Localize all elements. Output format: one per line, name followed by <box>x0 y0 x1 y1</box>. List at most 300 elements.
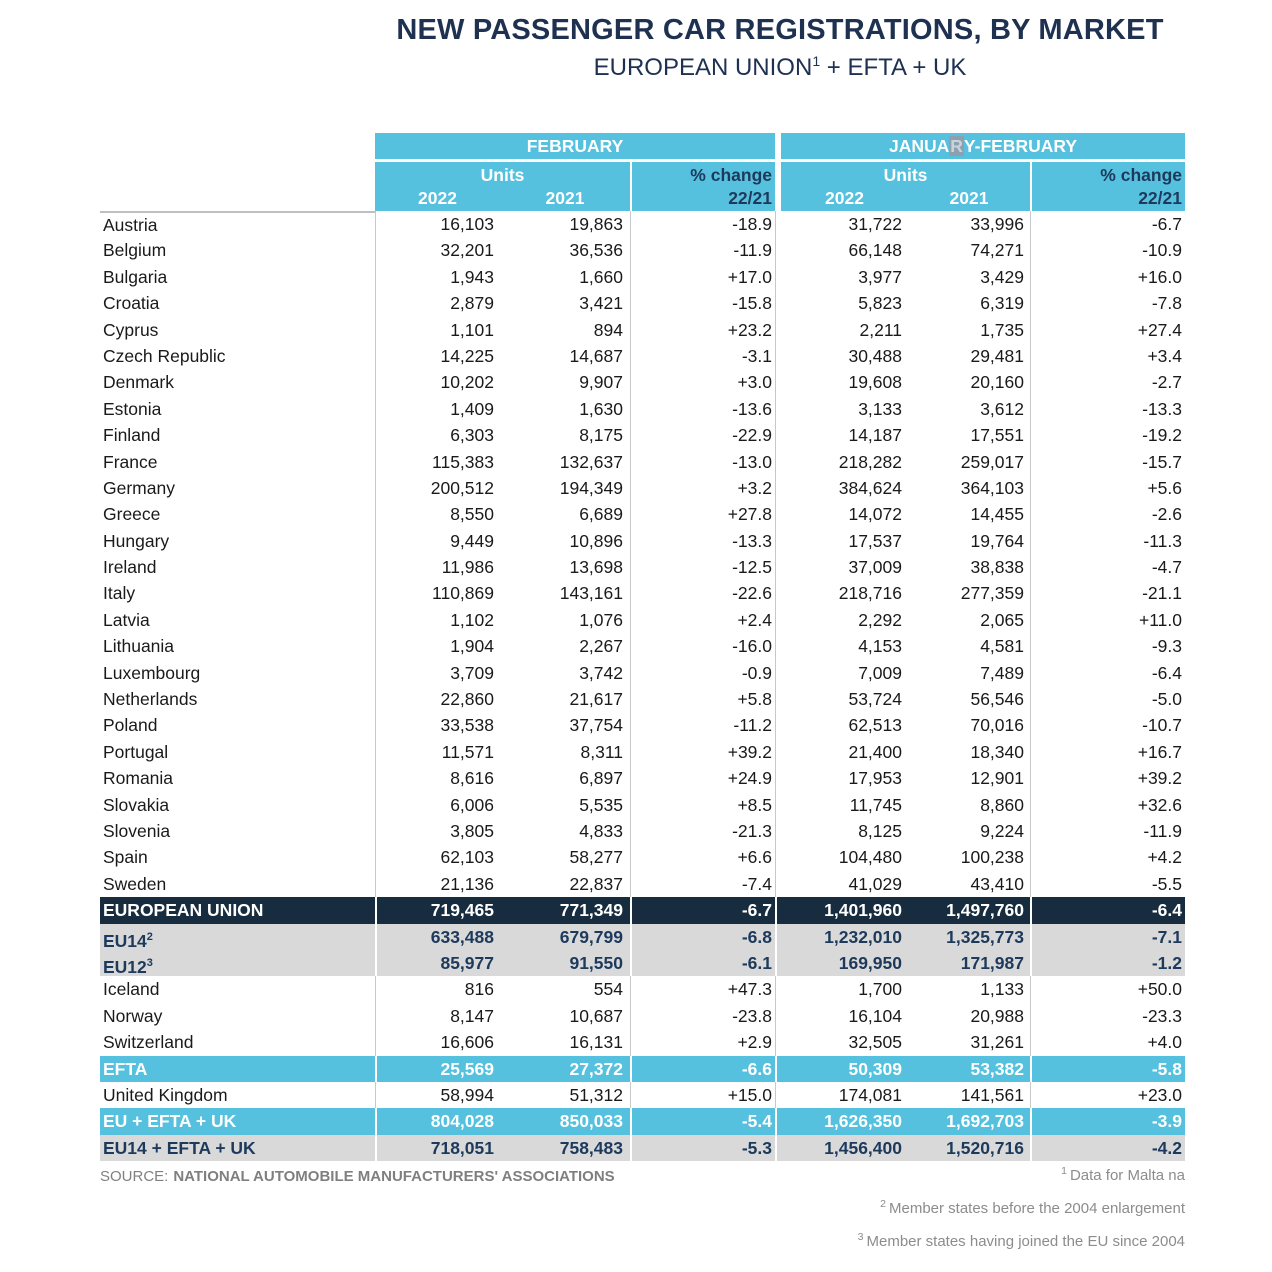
cell-janfeb-2021: 19,764 <box>970 530 1024 551</box>
cell-feb-2021: 2,267 <box>579 636 623 657</box>
cell-janfeb-change: +16.0 <box>1030 264 1185 290</box>
cell-janfeb-2022: 1,401,960 <box>824 900 902 921</box>
cell-feb-2021: 4,833 <box>579 820 623 841</box>
cell-feb-change: +39.2 <box>630 739 775 765</box>
row-label-text: Sweden <box>103 873 167 894</box>
cell-janfeb-2021: 31,261 <box>970 1032 1024 1053</box>
cell-feb-2021: 850,033 <box>559 1111 623 1132</box>
cell-janfeb-2022: 41,029 <box>848 873 902 894</box>
cell-feb-2022: 2,879 <box>375 290 500 316</box>
row-label-text: Croatia <box>103 293 160 314</box>
cell-feb-2021: 679,799 <box>559 926 623 947</box>
cell-janfeb-2021: 141,561 <box>960 1084 1024 1105</box>
table-row <box>100 792 1185 818</box>
cell-feb-2022: 1,101 <box>375 317 500 343</box>
row-label <box>100 660 375 686</box>
cell-janfeb-change: -5.8 <box>1030 1056 1185 1082</box>
row-label <box>100 871 375 897</box>
row-label <box>100 554 375 580</box>
table-row <box>100 475 1185 501</box>
cell-janfeb-2021: 17,551 <box>970 425 1024 446</box>
cell-feb-change: -7.4 <box>630 871 775 897</box>
row-label-text: Iceland <box>103 979 160 1000</box>
row-label-text: Cyprus <box>103 319 159 340</box>
cell-janfeb-2022: 17,537 <box>848 530 902 551</box>
cell-janfeb-change: -5.5 <box>1030 871 1185 897</box>
cell-janfeb-2021: 1,692,703 <box>946 1111 1024 1132</box>
janfeb-pct-change-header: % change <box>1030 162 1185 188</box>
cell-janfeb-2022: 3,977 <box>858 266 902 287</box>
cell-janfeb-2021: 18,340 <box>970 741 1024 762</box>
row-label-text: Hungary <box>103 530 170 551</box>
row-label <box>100 317 375 343</box>
row-label <box>100 633 375 659</box>
page-subtitle <box>375 53 1185 82</box>
cell-feb-2021: 10,896 <box>569 530 623 551</box>
cell-feb-2022: 6,303 <box>375 422 500 448</box>
column-group-february: FEBRUARY <box>375 133 775 159</box>
cell-janfeb-change: -6.7 <box>1030 211 1185 237</box>
table-row <box>100 924 1185 950</box>
cell-feb-2021: 19,863 <box>569 214 623 234</box>
column-group-january-february <box>781 133 1185 159</box>
table-row <box>100 686 1185 712</box>
cell-janfeb-change: -5.0 <box>1030 686 1185 712</box>
cell-feb-change: -21.3 <box>630 818 775 844</box>
row-label <box>100 290 375 316</box>
cell-feb-2021: 22,837 <box>569 873 623 894</box>
row-label-text: EFTA <box>103 1058 148 1079</box>
table-row <box>100 1056 1185 1082</box>
cell-feb-2021: 758,483 <box>559 1137 623 1158</box>
cell-janfeb-2021: 4,581 <box>980 636 1024 657</box>
footnote-2-text: Member states before the 2004 enlargement <box>888 1200 1185 1217</box>
cell-feb-2022: 8,616 <box>375 765 500 791</box>
row-label-text: Finland <box>103 425 161 446</box>
footnote-3 <box>858 1223 1185 1256</box>
cell-feb-2022: 85,977 <box>375 950 500 976</box>
table-row <box>100 1108 1185 1134</box>
table-row <box>100 765 1185 791</box>
table-row <box>100 343 1185 369</box>
cell-feb-change: -13.0 <box>630 449 775 475</box>
footnote-1-text: Data for Malta na <box>1069 1167 1185 1184</box>
cell-janfeb-change: -4.2 <box>1030 1135 1185 1161</box>
cell-janfeb-change: +23.0 <box>1030 1082 1185 1108</box>
table-row <box>100 633 1185 659</box>
feb-units-header: Units <box>375 162 630 188</box>
cell-feb-2021: 14,687 <box>569 345 623 366</box>
cell-feb-2021: 3,421 <box>579 293 623 314</box>
cell-janfeb-2021: 9,224 <box>980 820 1024 841</box>
cell-janfeb-2022: 50,309 <box>848 1058 902 1079</box>
row-label <box>100 528 375 554</box>
table-row <box>100 528 1185 554</box>
row-label <box>100 237 375 263</box>
cell-janfeb-2022: 3,133 <box>858 398 902 419</box>
page-title: NEW PASSENGER CAR REGISTRATIONS, BY MARKET <box>396 14 1164 46</box>
cell-janfeb-2021: 1,325,773 <box>946 926 1024 947</box>
table-row <box>100 976 1185 1002</box>
cell-janfeb-2021: 364,103 <box>960 477 1024 498</box>
cell-janfeb-2021: 3,429 <box>980 266 1024 287</box>
cell-feb-2022: 3,709 <box>375 660 500 686</box>
cell-janfeb-change: -10.7 <box>1030 712 1185 738</box>
cell-feb-2022: 115,383 <box>375 449 500 475</box>
cell-feb-change: -5.3 <box>630 1135 775 1161</box>
table-row <box>100 237 1185 263</box>
footnote-3-text: Member states having joined the EU since 2004 <box>866 1233 1185 1250</box>
table-row <box>100 449 1185 475</box>
row-label-text: EU12 <box>103 956 147 977</box>
cell-feb-2021: 16,131 <box>569 1032 623 1053</box>
row-label <box>100 211 375 237</box>
cell-feb-2022: 816 <box>375 976 500 1002</box>
cell-feb-change: -6.1 <box>630 950 775 976</box>
cell-janfeb-2022: 4,153 <box>858 636 902 657</box>
subtitle-text: EUROPEAN UNION <box>593 54 813 81</box>
cell-feb-2021: 36,536 <box>569 240 623 261</box>
cell-janfeb-2021: 1,133 <box>980 979 1024 1000</box>
source-prefix: SOURCE: <box>100 1168 169 1185</box>
cell-janfeb-change: +3.4 <box>1030 343 1185 369</box>
table-row <box>100 871 1185 897</box>
cell-feb-2021: 37,754 <box>569 715 623 736</box>
cell-feb-2022: 804,028 <box>375 1108 500 1134</box>
cell-feb-2022: 8,550 <box>375 501 500 527</box>
row-label <box>100 765 375 791</box>
cell-janfeb-change: -23.3 <box>1030 1003 1185 1029</box>
cell-janfeb-change: +4.0 <box>1030 1029 1185 1055</box>
row-label-text: Lithuania <box>103 636 175 657</box>
row-label-text: Romania <box>103 768 174 789</box>
row-label <box>100 976 375 1002</box>
row-label-text: France <box>103 451 158 472</box>
feb-2021-header: 2021 <box>500 188 630 211</box>
cell-feb-2021: 554 <box>593 979 623 1000</box>
cell-janfeb-2022: 19,608 <box>848 372 902 393</box>
cell-janfeb-change: +27.4 <box>1030 317 1185 343</box>
cell-feb-change: +17.0 <box>630 264 775 290</box>
table-row <box>100 554 1185 580</box>
table-row <box>100 369 1185 395</box>
cell-feb-change: -23.8 <box>630 1003 775 1029</box>
row-label-text: Norway <box>103 1005 163 1026</box>
cell-janfeb-2021: 8,860 <box>980 794 1024 815</box>
row-label-text: Portugal <box>103 741 169 762</box>
source-text: NATIONAL AUTOMOBILE MANUFACTURERS' ASSOCIATIONS <box>173 1168 615 1185</box>
cell-janfeb-2022: 32,505 <box>848 1032 902 1053</box>
footnote-1-marker: 1 <box>1061 1165 1067 1177</box>
row-label-text: Spain <box>103 847 148 868</box>
cell-feb-2021: 8,311 <box>580 741 623 762</box>
row-label <box>100 1135 375 1161</box>
row-label-text: Netherlands <box>103 689 198 710</box>
cell-feb-2022: 58,994 <box>375 1082 500 1108</box>
cell-janfeb-2021: 3,612 <box>980 398 1024 419</box>
footnote-2-marker: 2 <box>880 1198 886 1210</box>
table-row <box>100 712 1185 738</box>
cell-janfeb-change: -7.1 <box>1030 924 1185 950</box>
table-row <box>100 290 1185 316</box>
janfeb-post: Y-FEBRUARY <box>963 136 1078 156</box>
table-row <box>100 818 1185 844</box>
cell-feb-change: +24.9 <box>630 765 775 791</box>
cell-janfeb-2022: 14,187 <box>848 425 902 446</box>
cell-feb-2021: 27,372 <box>569 1058 623 1079</box>
cell-feb-change: -12.5 <box>630 554 775 580</box>
footnote-3-marker: 3 <box>857 1231 864 1243</box>
cell-janfeb-2022: 66,148 <box>848 240 902 261</box>
row-label <box>100 924 375 950</box>
cell-feb-2022: 200,512 <box>375 475 500 501</box>
cell-janfeb-2021: 14,455 <box>970 504 1024 525</box>
cell-janfeb-change: -15.7 <box>1030 449 1185 475</box>
table-header-columns <box>100 162 1185 211</box>
janfeb-units-header: Units <box>781 162 1030 188</box>
row-label-text: EU14 <box>103 930 147 950</box>
cell-feb-change: -13.6 <box>630 396 775 422</box>
table-row <box>100 317 1185 343</box>
cell-janfeb-2021: 100,238 <box>960 847 1024 868</box>
table-row <box>100 501 1185 527</box>
cell-feb-2022: 110,869 <box>375 580 500 606</box>
cell-janfeb-2022: 1,626,350 <box>824 1111 902 1132</box>
cell-feb-change: -18.9 <box>630 211 775 237</box>
cell-janfeb-2021: 6,319 <box>980 293 1024 314</box>
janfeb-pre: JANUA <box>888 136 950 156</box>
cell-feb-change: +27.8 <box>630 501 775 527</box>
row-label <box>100 369 375 395</box>
cell-feb-change: -3.1 <box>630 343 775 369</box>
cell-janfeb-2021: 20,988 <box>970 1005 1024 1026</box>
cell-janfeb-2021: 43,410 <box>970 873 1024 894</box>
cell-janfeb-2021: 7,489 <box>980 662 1024 683</box>
cell-feb-2022: 633,488 <box>375 924 500 950</box>
janfeb-2022-header: 2022 <box>781 188 908 211</box>
cell-feb-change: +3.0 <box>630 369 775 395</box>
row-label <box>100 818 375 844</box>
cell-feb-change: +23.2 <box>630 317 775 343</box>
table-row <box>100 396 1185 422</box>
cell-feb-2022: 33,538 <box>375 712 500 738</box>
row-label-text: EU14 + EFTA + UK <box>103 1137 256 1158</box>
cell-feb-2022: 16,606 <box>375 1029 500 1055</box>
row-label-text: Denmark <box>103 372 174 393</box>
cell-feb-2021: 1,630 <box>579 398 623 419</box>
cell-feb-2021: 51,312 <box>569 1084 623 1105</box>
footnote-1 <box>858 1157 1185 1190</box>
cell-feb-change: -11.2 <box>630 712 775 738</box>
row-label <box>100 792 375 818</box>
cell-feb-change: -15.8 <box>630 290 775 316</box>
row-label-text: Poland <box>103 715 158 736</box>
row-label <box>100 739 375 765</box>
row-label <box>100 264 375 290</box>
cell-janfeb-change: +16.7 <box>1030 739 1185 765</box>
cell-feb-2022: 719,465 <box>375 897 500 923</box>
table-row <box>100 1003 1185 1029</box>
cell-janfeb-2022: 1,700 <box>858 979 902 1000</box>
cell-janfeb-change: -2.6 <box>1030 501 1185 527</box>
cell-janfeb-2022: 37,009 <box>848 557 902 578</box>
cell-feb-change: +15.0 <box>630 1082 775 1108</box>
cell-feb-change: +6.6 <box>630 844 775 870</box>
cell-janfeb-change: -2.7 <box>1030 369 1185 395</box>
cell-feb-change: -11.9 <box>630 237 775 263</box>
cell-feb-2022: 16,103 <box>375 211 500 237</box>
cell-janfeb-2021: 70,016 <box>970 715 1024 736</box>
cell-feb-2022: 9,449 <box>375 528 500 554</box>
table-header-groups <box>100 133 1185 159</box>
cell-janfeb-2021: 2,065 <box>980 609 1024 630</box>
cell-feb-2022: 1,943 <box>375 264 500 290</box>
row-label-text: United Kingdom <box>103 1084 228 1105</box>
cell-feb-2022: 62,103 <box>375 844 500 870</box>
cell-janfeb-change: -13.3 <box>1030 396 1185 422</box>
cell-feb-change: +5.8 <box>630 686 775 712</box>
row-label <box>100 422 375 448</box>
cell-feb-change: -5.4 <box>630 1108 775 1134</box>
subtitle-rest: + EFTA + UK <box>820 54 967 81</box>
cell-janfeb-2022: 7,009 <box>858 662 902 683</box>
cell-janfeb-change: +5.6 <box>1030 475 1185 501</box>
row-label-text: Estonia <box>103 398 162 419</box>
cell-feb-change: -6.7 <box>630 897 775 923</box>
cell-feb-change: -13.3 <box>630 528 775 554</box>
row-label-text: Italy <box>103 583 136 604</box>
janfeb-2021-header: 2021 <box>908 188 1030 211</box>
cell-janfeb-change: -19.2 <box>1030 422 1185 448</box>
cell-janfeb-change: +4.2 <box>1030 844 1185 870</box>
row-label <box>100 580 375 606</box>
row-label <box>100 343 375 369</box>
cell-feb-2021: 194,349 <box>559 477 623 498</box>
row-label <box>100 501 375 527</box>
cell-janfeb-change: -3.9 <box>1030 1108 1185 1134</box>
cell-feb-2021: 1,660 <box>579 266 623 287</box>
table-row <box>100 1082 1185 1108</box>
cell-feb-2021: 6,897 <box>579 768 623 789</box>
cell-janfeb-change: -21.1 <box>1030 580 1185 606</box>
row-label <box>100 712 375 738</box>
table-row <box>100 607 1185 633</box>
report-header <box>375 14 1185 82</box>
cell-feb-2021: 5,535 <box>579 794 623 815</box>
cell-janfeb-2021: 29,481 <box>970 345 1024 366</box>
cell-janfeb-2022: 2,292 <box>858 609 902 630</box>
cell-janfeb-2021: 33,996 <box>970 214 1024 234</box>
cell-feb-2022: 22,860 <box>375 686 500 712</box>
cell-janfeb-change: +39.2 <box>1030 765 1185 791</box>
table-row <box>100 580 1185 606</box>
cell-janfeb-2022: 17,953 <box>848 768 902 789</box>
row-label <box>100 1029 375 1055</box>
cell-janfeb-change: -6.4 <box>1030 660 1185 686</box>
table-row <box>100 422 1185 448</box>
cell-feb-2022: 11,571 <box>375 739 500 765</box>
row-label-text: Germany <box>103 477 175 498</box>
cell-feb-change: +2.4 <box>630 607 775 633</box>
cell-janfeb-change: +11.0 <box>1030 607 1185 633</box>
cell-janfeb-2022: 2,211 <box>859 319 902 340</box>
cell-janfeb-change: +32.6 <box>1030 792 1185 818</box>
row-label-footnote-marker: 2 <box>146 930 153 943</box>
cell-janfeb-2022: 169,950 <box>838 952 902 973</box>
cell-feb-2021: 9,907 <box>579 372 623 393</box>
cell-feb-change: +47.3 <box>630 976 775 1002</box>
table-row <box>100 739 1185 765</box>
cell-feb-2021: 132,637 <box>559 451 623 472</box>
cell-janfeb-2022: 218,716 <box>838 583 902 604</box>
row-label <box>100 1056 375 1082</box>
cell-janfeb-2022: 1,232,010 <box>824 926 902 947</box>
cell-janfeb-change: -6.4 <box>1030 897 1185 923</box>
row-label-footnote-marker: 3 <box>146 956 153 969</box>
cell-feb-2021: 8,175 <box>579 425 623 446</box>
cell-janfeb-2022: 62,513 <box>848 715 902 736</box>
row-label-text: EUROPEAN UNION <box>103 900 264 921</box>
cell-janfeb-2021: 1,735 <box>980 319 1024 340</box>
cell-janfeb-2022: 53,724 <box>848 689 902 710</box>
row-label <box>100 1003 375 1029</box>
table-row <box>100 660 1185 686</box>
cell-feb-2021: 1,076 <box>579 609 623 630</box>
cell-feb-2021: 91,550 <box>569 952 623 973</box>
row-label <box>100 950 375 976</box>
cell-janfeb-2022: 16,104 <box>848 1005 902 1026</box>
janfeb-ratio-header: 22/21 <box>1030 188 1185 211</box>
row-label-text: Slovakia <box>103 794 170 815</box>
cell-janfeb-2021: 171,987 <box>960 952 1024 973</box>
row-label-text: Latvia <box>103 609 150 630</box>
cell-feb-change: -0.9 <box>630 660 775 686</box>
footnote-2 <box>858 1190 1185 1223</box>
cell-feb-2021: 143,161 <box>559 583 623 604</box>
cell-janfeb-change: +50.0 <box>1030 976 1185 1002</box>
table-row <box>100 211 1185 237</box>
cell-feb-change: +2.9 <box>630 1029 775 1055</box>
cell-janfeb-2022: 14,072 <box>848 504 902 525</box>
row-label <box>100 396 375 422</box>
row-label <box>100 449 375 475</box>
source-note <box>100 1168 615 1185</box>
cell-feb-2022: 14,225 <box>375 343 500 369</box>
cell-janfeb-2022: 5,823 <box>858 293 902 314</box>
cell-feb-2022: 1,409 <box>375 396 500 422</box>
row-label-text: Greece <box>103 504 161 525</box>
cell-janfeb-2021: 259,017 <box>960 451 1024 472</box>
cell-feb-2022: 32,201 <box>375 237 500 263</box>
feb-pct-change-header: % change <box>630 162 775 188</box>
cell-feb-2021: 58,277 <box>569 847 623 868</box>
cell-janfeb-2021: 74,271 <box>970 240 1024 261</box>
row-label-text: Luxembourg <box>103 662 201 683</box>
row-label <box>100 1082 375 1108</box>
cell-feb-2021: 894 <box>593 319 623 340</box>
cell-janfeb-change: -7.8 <box>1030 290 1185 316</box>
cell-feb-2021: 21,617 <box>569 689 623 710</box>
cell-feb-2021: 771,349 <box>559 900 623 921</box>
cell-janfeb-2021: 1,497,760 <box>946 900 1024 921</box>
cell-feb-2021: 13,698 <box>569 557 623 578</box>
cell-feb-2022: 1,102 <box>375 607 500 633</box>
cell-feb-change: -6.6 <box>630 1056 775 1082</box>
cell-feb-2022: 6,006 <box>375 792 500 818</box>
cell-feb-2021: 10,687 <box>569 1005 623 1026</box>
row-label-text: Slovenia <box>103 820 171 841</box>
cell-feb-2021: 3,742 <box>579 662 623 683</box>
